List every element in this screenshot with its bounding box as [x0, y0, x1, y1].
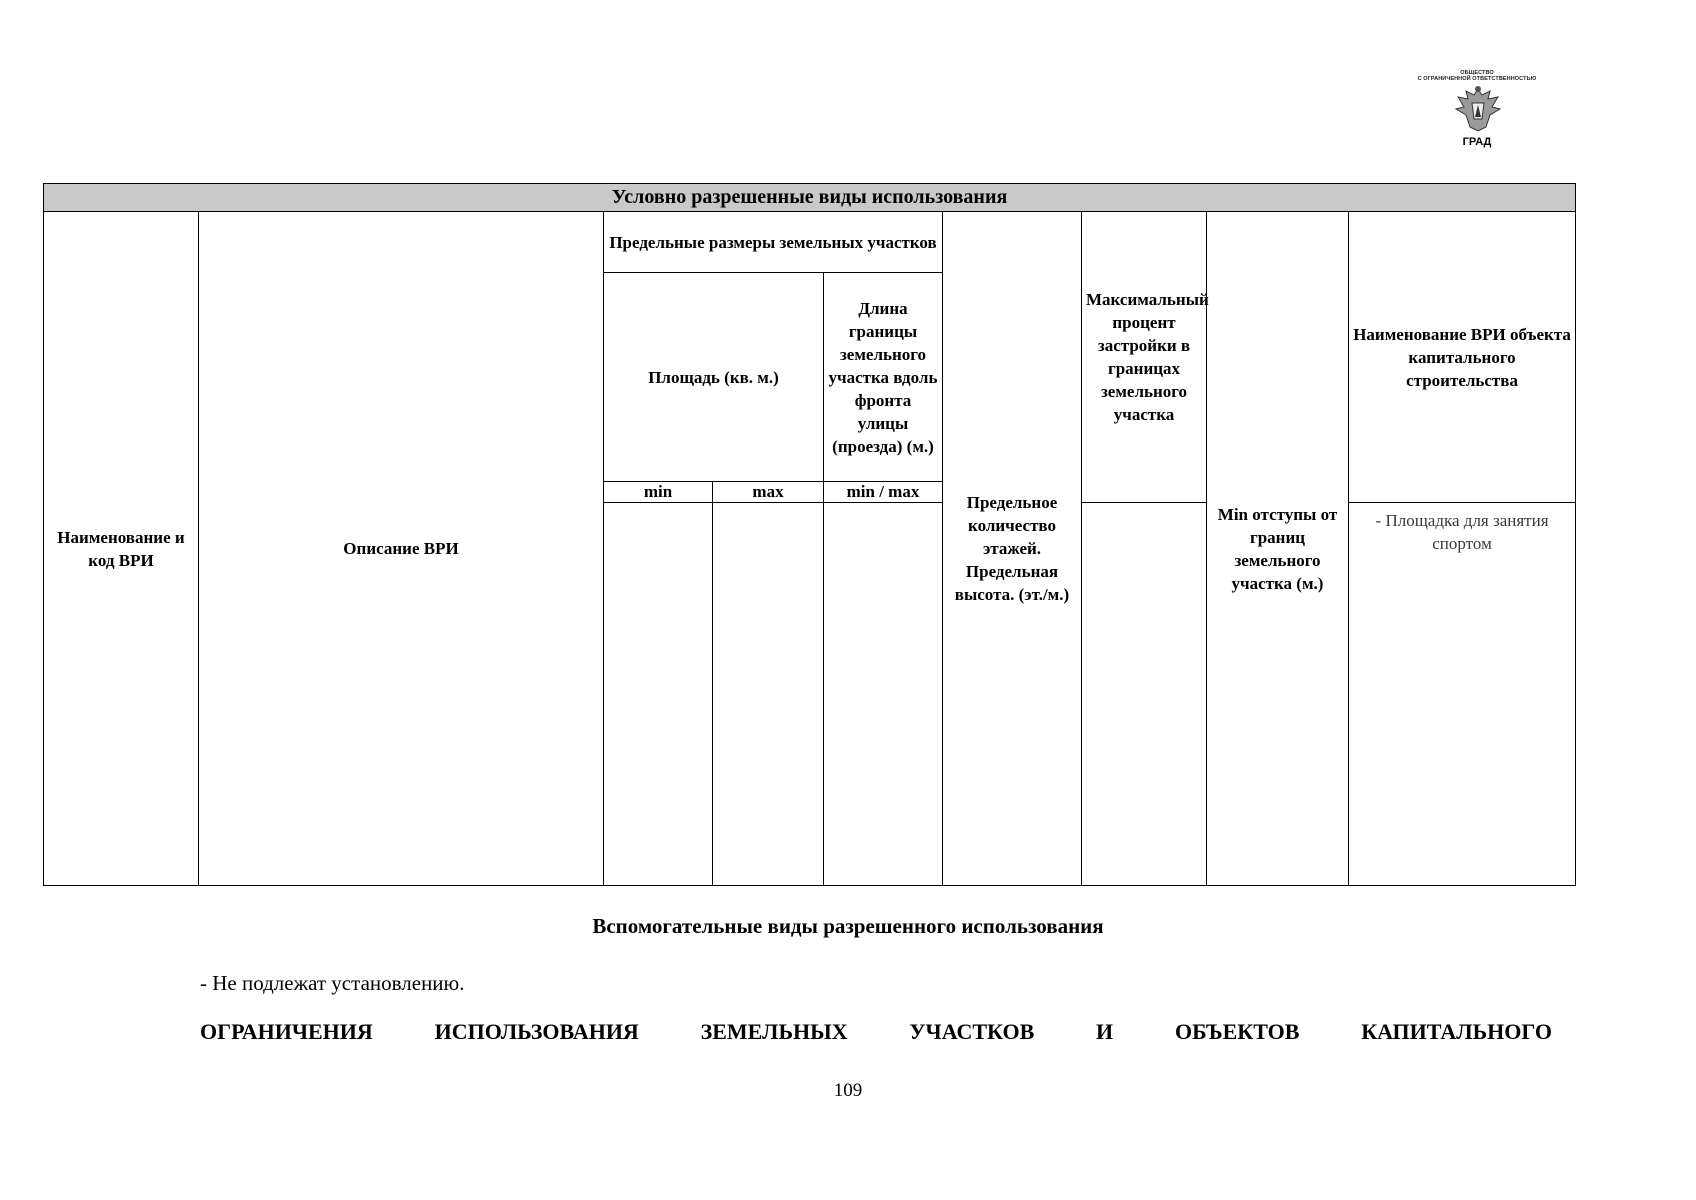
- restrictions-word: ИСПОЛЬЗОВАНИЯ: [434, 1019, 639, 1044]
- cell-area-min: [604, 503, 713, 886]
- restrictions-word: КАПИТАЛЬНОГО: [1361, 1019, 1552, 1044]
- auxiliary-heading: Вспомогательные виды разрешенного использования: [592, 914, 1104, 938]
- logo-line-2: С ОГРАНИЧЕННОЙ ОТВЕТСТВЕННОСТЬЮ: [1417, 76, 1537, 82]
- cell-object-name: - Площадка для занятия спортом: [1349, 503, 1576, 886]
- header-plot-limits: Предельные размеры земельных участков: [604, 212, 943, 273]
- header-floors: Предельное количество этажей. Предельная высота. (эт./м.): [943, 212, 1082, 886]
- restrictions-word: И: [1096, 1019, 1114, 1044]
- logo-line-1: ОБЩЕСТВО: [1460, 70, 1494, 76]
- table-title: Условно разрешенные виды использования: [44, 184, 1576, 212]
- restrictions-heading: [200, 1019, 1552, 1051]
- restrictions-word: ЗЕМЕЛЬНЫХ: [700, 1019, 848, 1044]
- header-area: Площадь (кв. м.): [604, 273, 824, 482]
- header-frontage: Длина границы земельного участка вдоль фронта улицы (проезда) (м.): [824, 273, 943, 482]
- eagle-emblem-icon: [1452, 83, 1504, 135]
- header-name-code: Наименование и код ВРИ: [44, 212, 199, 886]
- page-number: 109: [833, 1080, 863, 1101]
- auxiliary-text: - Не подлежат установлению.: [200, 971, 465, 995]
- header-object-name: Наименование ВРИ объекта капитального строительства: [1349, 212, 1576, 503]
- header-description: Описание ВРИ: [199, 212, 604, 886]
- restrictions-word: УЧАСТКОВ: [909, 1019, 1035, 1044]
- header-area-max: max: [713, 482, 824, 503]
- restrictions-word: ОГРАНИЧЕНИЯ: [200, 1019, 373, 1044]
- logo-name: ГРАД: [1462, 136, 1492, 148]
- cell-area-max: [713, 503, 824, 886]
- restrictions-word: ОБЪЕКТОВ: [1174, 1019, 1300, 1044]
- company-logo: [1388, 66, 1566, 156]
- cell-frontage: [824, 503, 943, 886]
- header-area-min: min: [604, 482, 713, 503]
- header-coverage: Максимальный процент застройки в границах земельного участка: [1082, 212, 1207, 503]
- conditional-use-table: [43, 183, 1576, 886]
- header-frontage-min-max: min / max: [824, 482, 943, 503]
- cell-coverage: [1082, 503, 1207, 886]
- header-setbacks: Min отступы от границ земельного участка (м.): [1207, 212, 1349, 886]
